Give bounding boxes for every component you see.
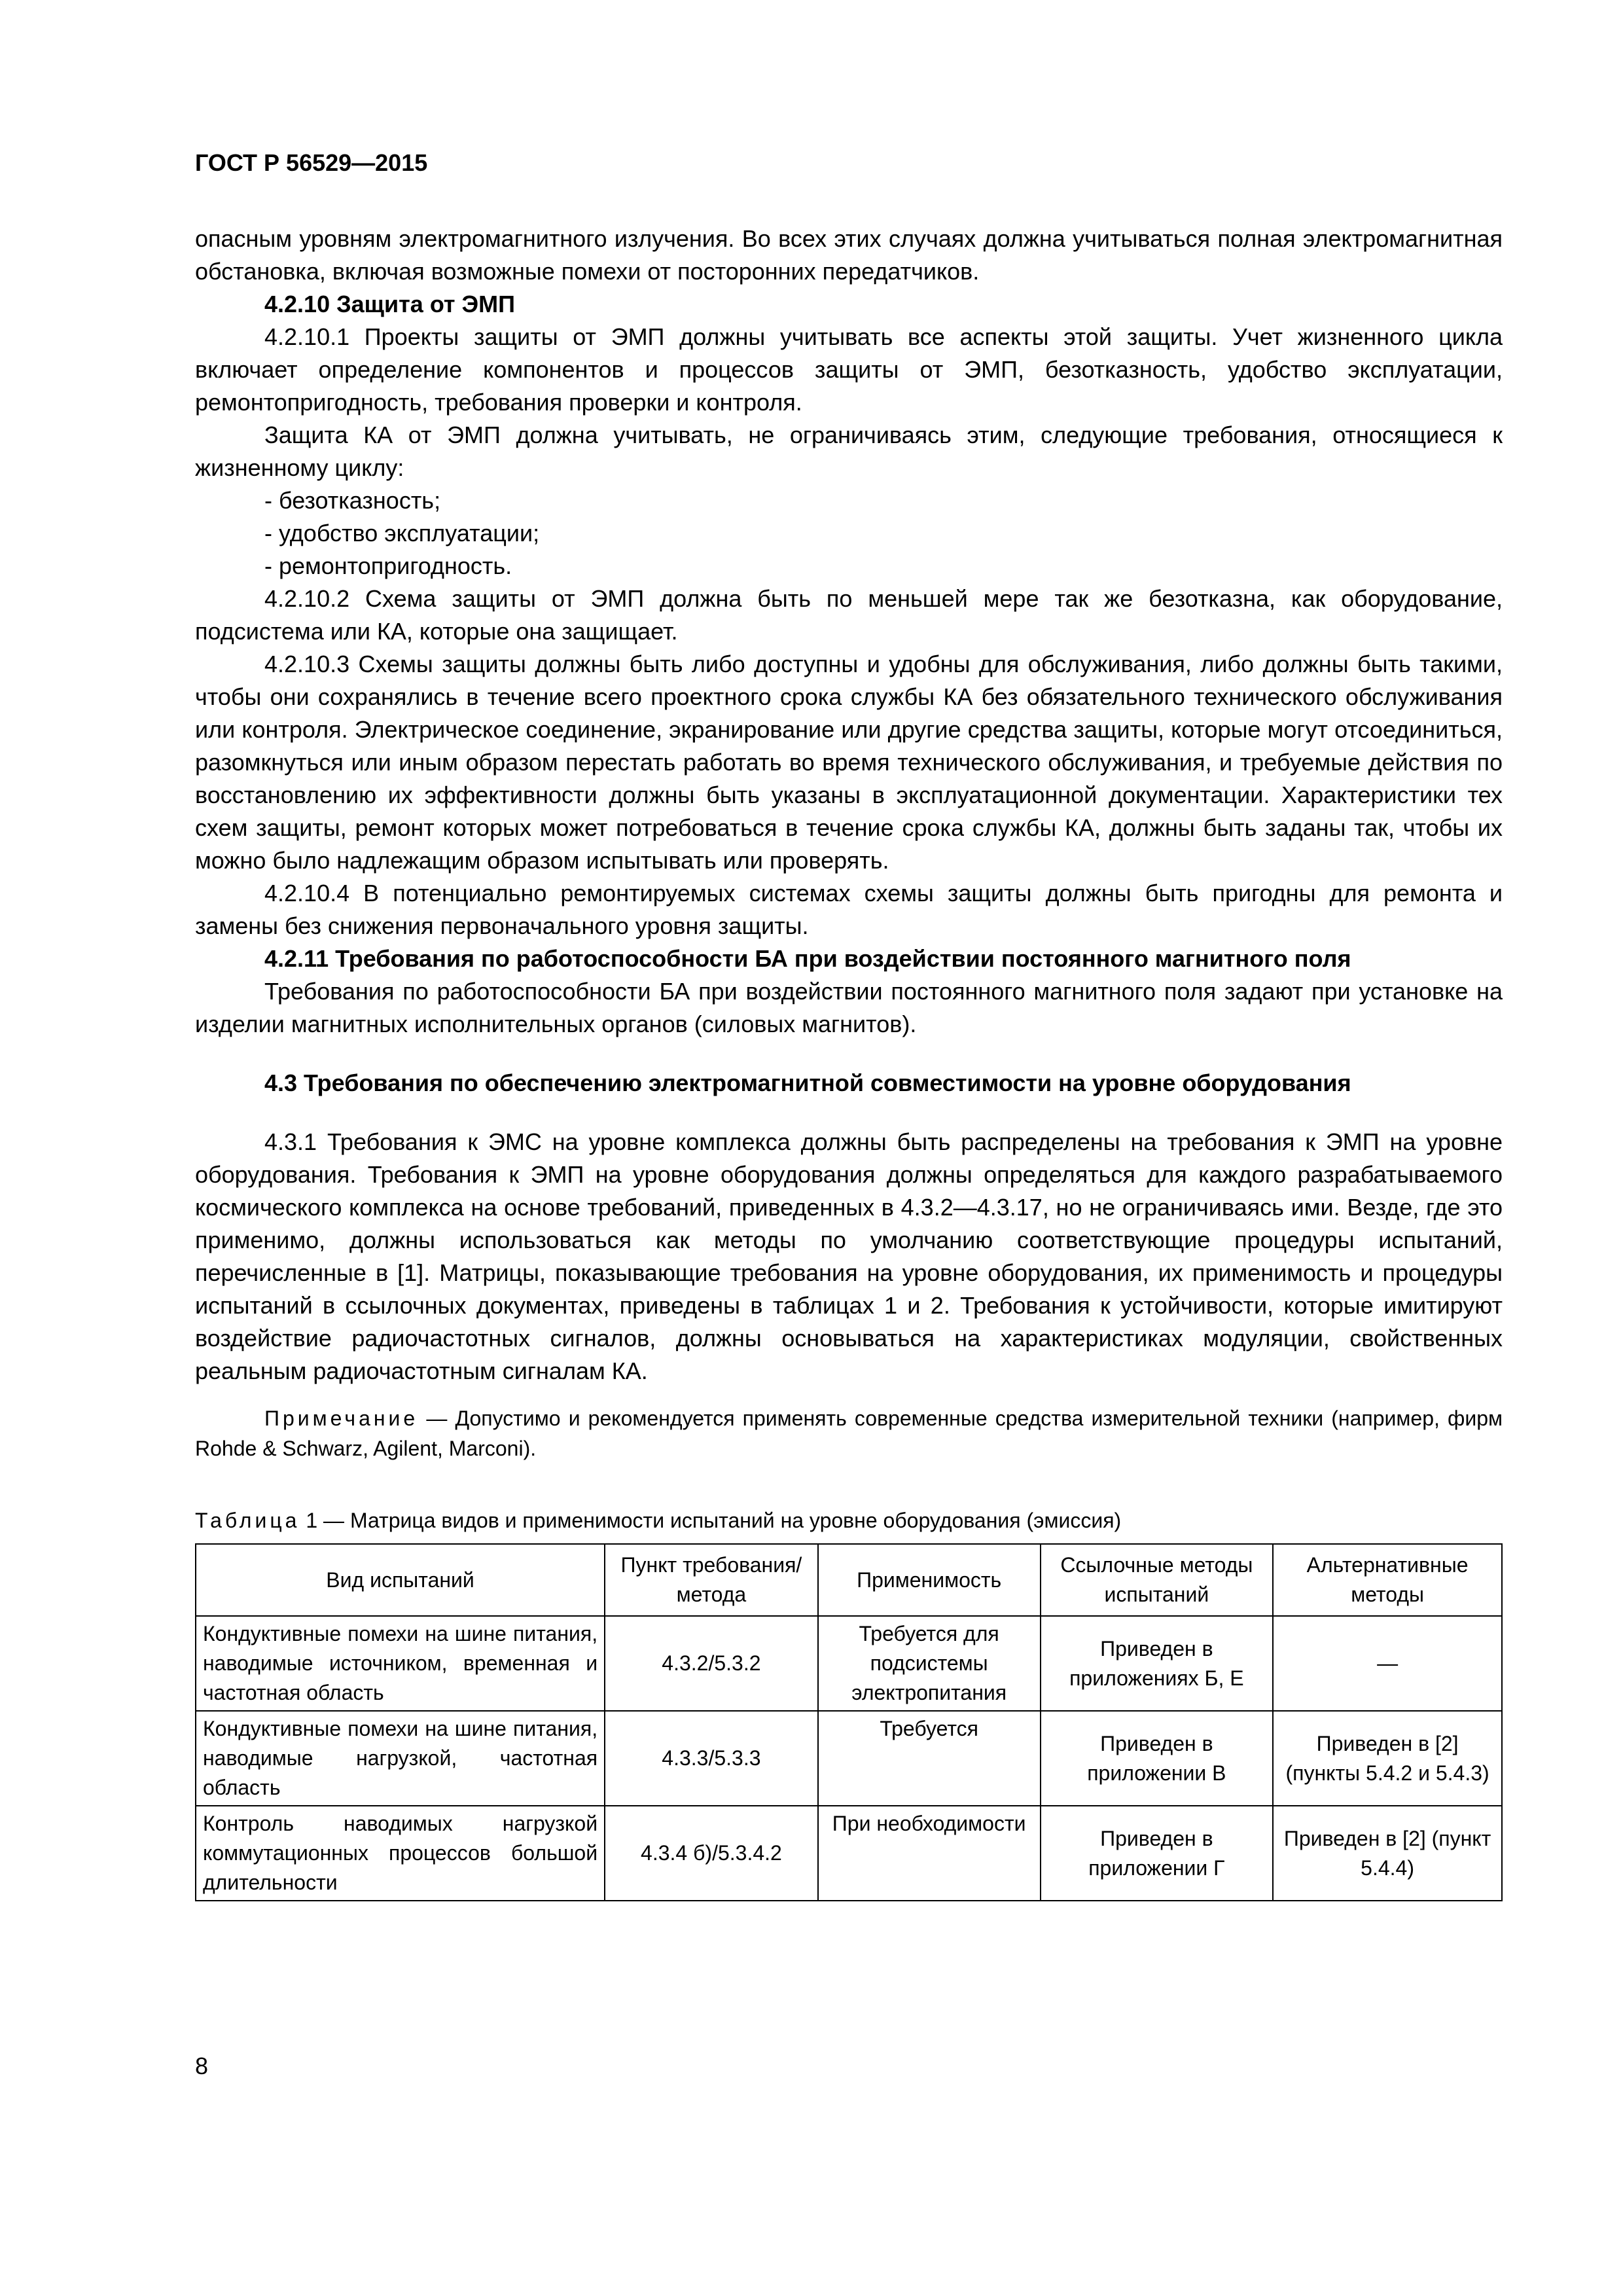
document-body: [195, 223, 1503, 1901]
table-row: [196, 1616, 1502, 1711]
paragraph: 4.2.10.4 В потенциально ремонтируемых системах схемы защиты должны быть пригодны для ремонта и замены без снижения первоначального уровня защиты.: [195, 880, 1503, 939]
table-cell: Приведен в [2] (пункт 5.4.4): [1273, 1806, 1502, 1901]
paragraph: 4.2.10.3 Схемы защиты должны быть либо доступны и удобны для обслуживания, либо должны быть такими, чтобы они сохранялись в течение всего проектного срока службы КА без обязательного технического обслуживания или контроля. Электрическое соединение, экранирование или другие средства защиты, которые могут отсоединиться, разомкнуться или иным образом перестать работать во время технического обслуживания, и требуемые действия по восстановлению их эффективности должны быть указаны в эксплуатационной документации. Характеристики тех схем защиты, ремонт которых может потребоваться в течение срока службы КА, должны быть заданы так, чтобы их можно было надлежащим образом испытывать или проверять.: [195, 651, 1503, 874]
column-header: Альтернативные методы: [1273, 1544, 1502, 1616]
table-caption-label: Таблица: [195, 1509, 300, 1532]
emission-test-matrix-table: [195, 1543, 1503, 1901]
paragraph: 4.2.10.1 Проекты защиты от ЭМП должны учитывать все аспекты этой защиты. Учет жизненного цикла включает определение компонентов и процессов защиты от ЭМП, безотказность, удобство эксплуатации, ремонтопригодность, требования проверки и контроля.: [195, 323, 1503, 416]
column-header: Вид испытаний: [196, 1544, 605, 1616]
table-cell: Кондуктивные помехи на шине питания, наводимые нагрузкой, частотная область: [196, 1711, 605, 1806]
note-label: Примечание: [264, 1407, 419, 1430]
subsection-heading: 4.2.10 Защита от ЭМП: [264, 291, 516, 317]
table-cell: Требуется: [818, 1711, 1041, 1806]
list-item: - ремонтопригодность.: [264, 552, 512, 579]
column-header: Пункт требования/ метода: [605, 1544, 818, 1616]
table-cell: Приведен в приложении Г: [1041, 1806, 1274, 1901]
paragraph: 4.2.10.2 Схема защиты от ЭМП должна быть по меньшей мере так же безотказна, как оборудование, подсистема или КА, которые она защищает.: [195, 585, 1503, 645]
table-row: [196, 1806, 1502, 1901]
column-header: Применимость: [818, 1544, 1041, 1616]
table-cell: Приведен в [2] (пункты 5.4.2 и 5.4.3): [1273, 1711, 1502, 1806]
paragraph: Требования по работоспособности БА при воздействии постоянного магнитного поля задают при установке на изделии магнитных исполнительных органов (силовых магнитов).: [195, 978, 1503, 1037]
page-number: 8: [195, 2053, 209, 2079]
note-text: — Допустимо и рекомендуется применять современные средства измерительной техники (например, фирм Rohde & Schwarz, Agilent, Marconi).: [195, 1407, 1503, 1460]
table-cell: 4.3.3/5.3.3: [605, 1711, 818, 1806]
table-cell: Кондуктивные помехи на шине питания, наводимые источником, временная и частотная область: [196, 1616, 605, 1711]
column-header: Ссылочные методы испытаний: [1041, 1544, 1274, 1616]
table-row: [196, 1711, 1502, 1806]
document-header: ГОСТ Р 56529—2015: [195, 149, 428, 176]
table-cell: Приведен в приложении В: [1041, 1711, 1274, 1806]
list-item: - безотказность;: [264, 487, 441, 514]
table-cell: 4.3.2/5.3.2: [605, 1616, 818, 1711]
subsection-heading: 4.2.11 Требования по работоспособности БА при воздействии постоянного магнитного поля: [264, 945, 1351, 972]
table-caption: [195, 1504, 1503, 1537]
table-header-row: [196, 1544, 1502, 1616]
paragraph: 4.3.1 Требования к ЭМС на уровне комплекса должны быть распределены на требования к ЭМП на уровне оборудования. Требования к ЭМП на уровне оборудования должны определяться для каждого разрабатываемого космического комплекса на основе требований, приведенных в 4.3.2—4.3.17, но не ограничиваясь ими. Везде, где это применимо, должны использоваться как методы по умолчанию соответствующие процедуры испытаний, перечисленные в [1]. Матрицы, показывающие требования на уровне оборудования, их применимость и процедуры испытаний в ссылочных документах, приведены в таблицах 1 и 2. Требования к устойчивости, которые имитируют воздействие радиочастотных сигналов, должны основываться на характеристиках модуляции, свойственных реальным радиочастотным сигналам КА.: [195, 1128, 1503, 1384]
table-caption-text: 1 — Матрица видов и применимости испытаний на уровне оборудования (эмиссия): [300, 1509, 1122, 1532]
paragraph: опасным уровням электромагнитного излучения. Во всех этих случаях должна учитываться полная электромагнитная обстановка, включая возможные помехи от посторонних передатчиков.: [195, 225, 1503, 285]
list-item: - удобство эксплуатации;: [264, 520, 540, 547]
table-cell: При необходимости: [818, 1806, 1041, 1901]
table-cell: Приведен в приложениях Б, Е: [1041, 1616, 1274, 1711]
table-cell: 4.3.4 б)/5.3.4.2: [605, 1806, 818, 1901]
note: [195, 1403, 1503, 1463]
table-cell: Требуется для подсистемы электропитания: [818, 1616, 1041, 1711]
table-cell: —: [1273, 1616, 1502, 1711]
table-cell: Контроль наводимых нагрузкой коммутационных процессов большой длительности: [196, 1806, 605, 1901]
paragraph: Защита КА от ЭМП должна учитывать, не ограничиваясь этим, следующие требования, относящиеся к жизненному циклу:: [195, 422, 1503, 481]
section-heading: 4.3 Требования по обеспечению электромагнитной совместимости на уровне оборудования: [264, 1069, 1351, 1096]
